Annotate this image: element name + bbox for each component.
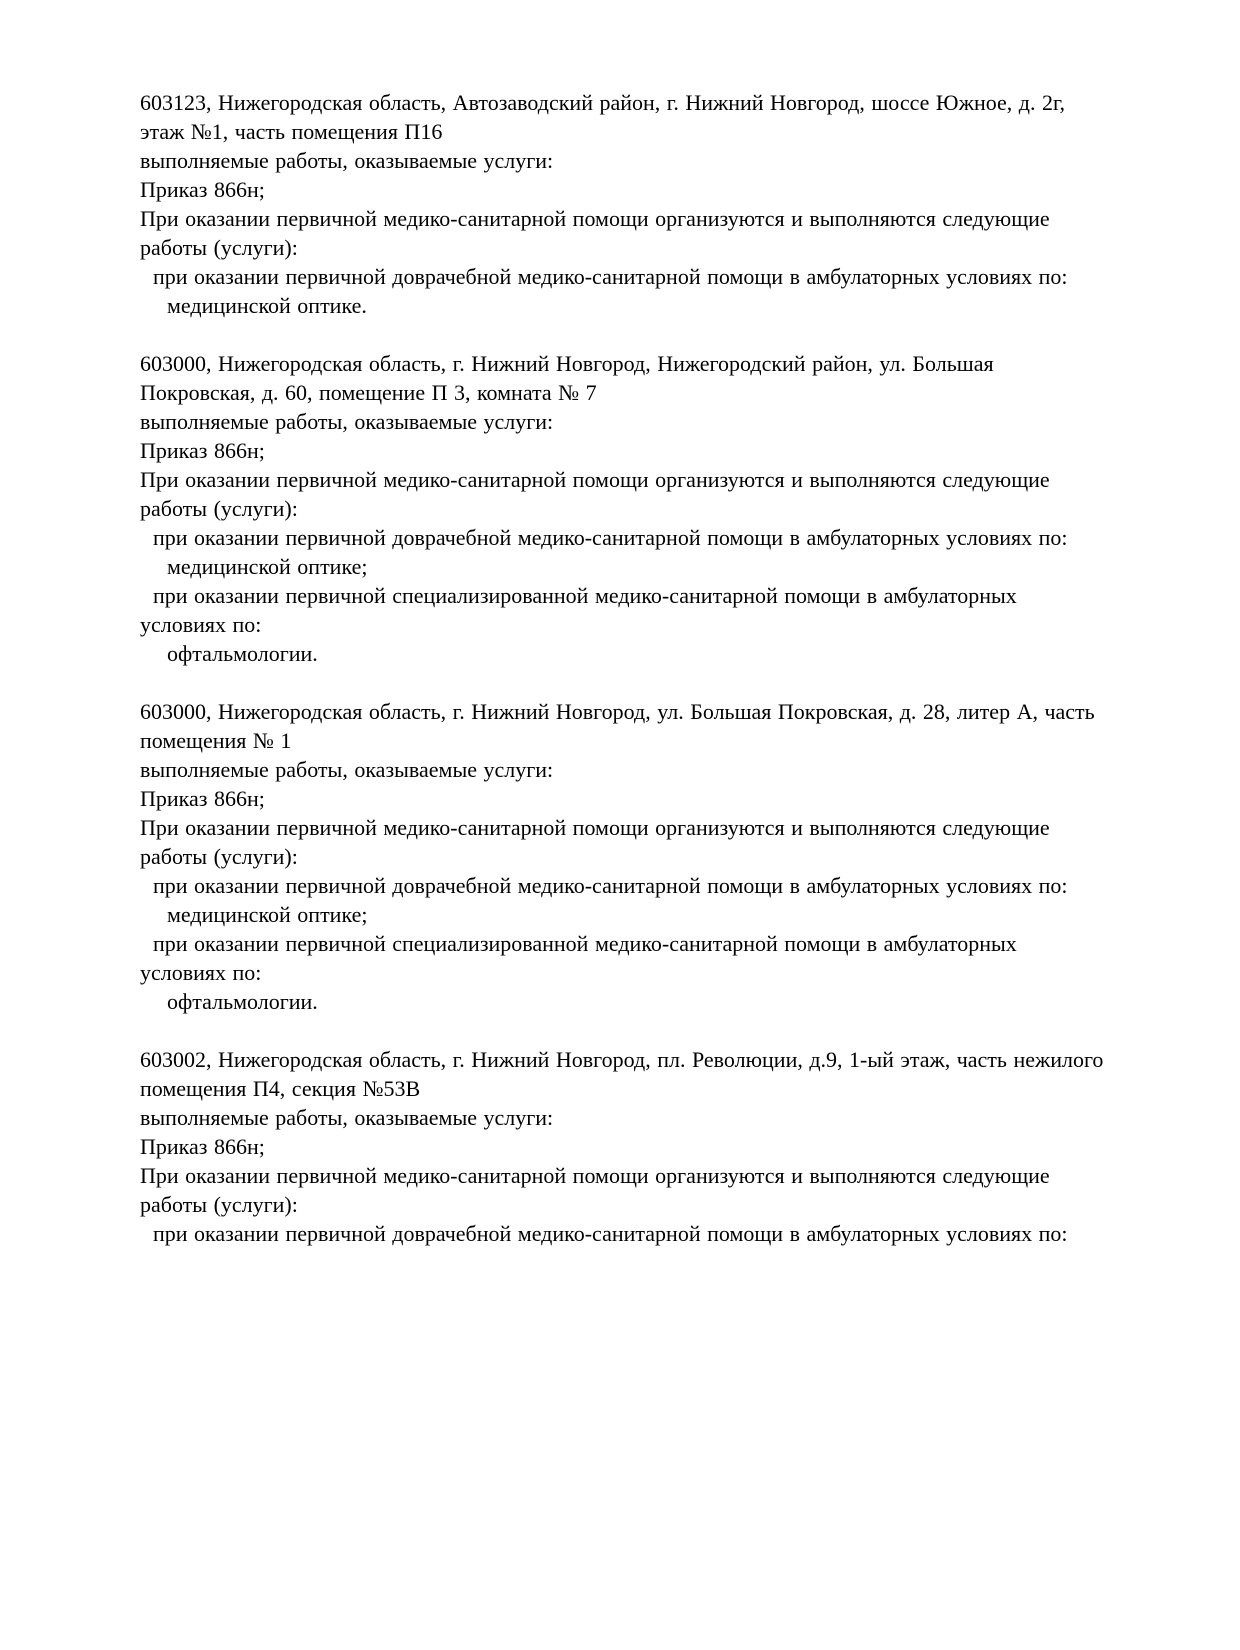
document-content [140, 88, 1105, 1248]
document-paragraph: 603000, Нижегородская область, г. Нижний Новгород, ул. Большая Покровская, д. 28, литер А, часть помещения № 1 [140, 699, 1095, 753]
document-paragraph: Приказ 866н; [140, 177, 265, 202]
document-paragraph: офтальмологии. [167, 989, 318, 1014]
document-paragraph: при оказании первичной доврачебной медико-санитарной помощи в амбулаторных условиях по: [153, 525, 1068, 550]
document-paragraph: При оказании первичной медико-санитарной помощи организуются и выполняются следующие работы (услуги): [140, 206, 1050, 260]
address-block [140, 88, 1105, 320]
document-paragraph: медицинской оптике; [167, 902, 368, 927]
document-paragraph: при оказании первичной доврачебной медико-санитарной помощи в амбулаторных условиях по: [153, 873, 1068, 898]
document-paragraph: выполняемые работы, оказываемые услуги: [140, 757, 554, 782]
document-paragraph: Приказ 866н; [140, 438, 265, 463]
address-block [140, 349, 1105, 668]
address-block [140, 1045, 1105, 1248]
document-paragraph: При оказании первичной медико-санитарной помощи организуются и выполняются следующие работы (услуги): [140, 815, 1050, 869]
document-paragraph: 603002, Нижегородская область, г. Нижний Новгород, пл. Революции, д.9, 1-ый этаж, часть нежилого помещения П4, секция №53В [140, 1047, 1104, 1101]
document-paragraph: при оказании первичной доврачебной медико-санитарной помощи в амбулаторных условиях по: [153, 264, 1068, 289]
document-paragraph: при оказании первичной специализированной медико-санитарной помощи в амбулаторных условиях по: [140, 583, 1017, 637]
document-paragraph: При оказании первичной медико-санитарной помощи организуются и выполняются следующие работы (услуги): [140, 467, 1050, 521]
document-paragraph: Приказ 866н; [140, 1134, 265, 1159]
document-paragraph: выполняемые работы, оказываемые услуги: [140, 148, 554, 173]
document-paragraph: при оказании первичной доврачебной медико-санитарной помощи в амбулаторных условиях по: [153, 1221, 1068, 1246]
document-paragraph: 603123, Нижегородская область, Автозаводский район, г. Нижний Новгород, шоссе Южное, д. 2г, этаж №1, часть помещения П16 [140, 90, 1065, 144]
address-block [140, 697, 1105, 1016]
document-paragraph: Приказ 866н; [140, 786, 265, 811]
document-paragraph: выполняемые работы, оказываемые услуги: [140, 409, 554, 434]
document-paragraph: медицинской оптике; [167, 554, 368, 579]
document-paragraph: 603000, Нижегородская область, г. Нижний Новгород, Нижегородский район, ул. Большая Покровская, д. 60, помещение П 3, комната № 7 [140, 351, 994, 405]
document-paragraph: при оказании первичной специализированной медико-санитарной помощи в амбулаторных условиях по: [140, 931, 1017, 985]
document-paragraph: медицинской оптике. [167, 293, 367, 318]
document-paragraph: выполняемые работы, оказываемые услуги: [140, 1105, 554, 1130]
document-paragraph: офтальмологии. [167, 641, 318, 666]
document-paragraph: При оказании первичной медико-санитарной помощи организуются и выполняются следующие работы (услуги): [140, 1163, 1050, 1217]
